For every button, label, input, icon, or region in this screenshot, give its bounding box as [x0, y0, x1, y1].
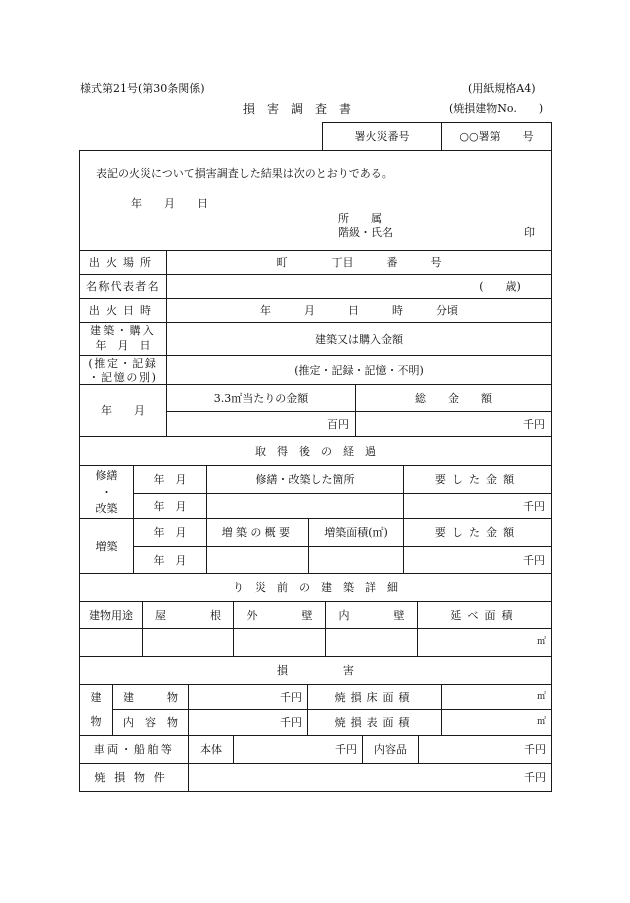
owner-label: 名称代表者名 — [86, 280, 160, 293]
rank-name-label: 階級・氏名 — [338, 226, 393, 239]
extension-cost-label: 要した金額 — [434, 526, 521, 539]
fire-number-value: ○○署第 号 — [459, 130, 534, 143]
build-date-label-1: 建築・購入 — [90, 323, 156, 337]
burnt-item-unit: 千円 — [524, 771, 546, 784]
vehicle-contents-unit: 千円 — [524, 743, 546, 756]
unit-sen-total: 千円 — [523, 417, 545, 431]
per-unit-label: 3.3㎡当たりの金額 — [213, 391, 309, 405]
report-date: 年 月 日 — [131, 197, 208, 210]
inner-wall-label: 内 壁 — [338, 608, 405, 622]
floor-area-unit: ㎡ — [536, 637, 546, 647]
statement: 表記の火災について損害調査した結果は次のとおりである。 — [96, 167, 393, 180]
seal-mark: 印 — [524, 226, 535, 239]
fire-place-label: 出火場所 — [88, 256, 158, 269]
building-number: (焼損建物No. ) — [449, 102, 544, 115]
contents-unit: 千円 — [280, 716, 302, 729]
building-item-label: 建 物 — [123, 690, 178, 704]
build-date-label-2: 年 月 日 — [95, 338, 151, 352]
estimate-value: (推定・記録・記憶・不明) — [294, 363, 424, 377]
fire-place-value: 町 丁目 番 号 — [276, 256, 442, 269]
repair-ym-1: 年 月 — [153, 473, 187, 486]
repair-label-3: 改築 — [95, 501, 118, 515]
build-amount-label: 建築又は購入金額 — [315, 332, 403, 346]
burnt-surface-label: 焼損表面積 — [334, 716, 415, 729]
vehicle-body-label: 本体 — [200, 743, 222, 756]
extension-area-label: 増築面積(㎡) — [324, 526, 388, 539]
estimate-label-1: (推定・記録 — [88, 356, 158, 370]
burnt-floor-unit: ㎡ — [536, 691, 546, 702]
building-use-label: 建物用途 — [89, 608, 133, 622]
floor-area-label: 延べ面積 — [450, 608, 519, 622]
building-label-2: 物 — [90, 714, 102, 728]
estimate-label-2: ・記憶の別) — [88, 370, 158, 384]
extension-ym-2: 年 月 — [153, 553, 187, 567]
repair-label-2: ・ — [101, 485, 112, 499]
contents-item-label: 内 容 物 — [123, 716, 178, 729]
year-month-label: 年 月 — [101, 404, 145, 417]
vehicle-contents-label: 内容品 — [374, 743, 407, 756]
repair-cost-label: 要した金額 — [434, 473, 521, 486]
damage-heading: 損 害 — [277, 664, 354, 677]
repair-ym-2: 年 月 — [153, 499, 187, 513]
fire-date-value: 年 月 日 時 分頃 — [260, 304, 458, 317]
form-number: 様式第21号(第30条関係) — [80, 82, 205, 95]
total-amount-label: 総 金 額 — [415, 391, 492, 405]
fire-number-label: 署火災番号 — [354, 130, 410, 143]
fire-date-label: 出火日時 — [88, 304, 158, 317]
detail-heading: り 災 前 の 建 築 詳 細 — [233, 581, 398, 594]
extension-label: 増築 — [95, 539, 118, 553]
unit-hyakuman: 百円 — [327, 417, 349, 431]
extension-ym-1: 年 月 — [153, 526, 187, 539]
outer-wall-label: 外 壁 — [246, 608, 313, 622]
affiliation-label: 所 属 — [338, 212, 382, 225]
burnt-item-label: 焼損物件 — [94, 771, 174, 784]
paper-size: (用紙規格A4) — [468, 82, 536, 95]
burnt-floor-label: 焼損床面積 — [334, 690, 415, 704]
building-unit: 千円 — [280, 690, 302, 704]
repair-unit: 千円 — [523, 499, 545, 513]
vehicle-body-unit: 千円 — [335, 743, 357, 756]
vehicle-label: 車両・船舶等 — [93, 743, 175, 756]
document-title: 損 害 調 査 書 — [243, 102, 352, 116]
repair-label-1: 修繕 — [95, 468, 118, 482]
extension-summary-label: 増築の概要 — [221, 526, 294, 539]
burnt-surface-unit: ㎡ — [536, 717, 546, 727]
history-heading: 取 得 後 の 経 過 — [255, 444, 376, 458]
building-label-1: 建 — [90, 690, 102, 704]
extension-unit: 千円 — [523, 553, 545, 567]
repair-part-label: 修繕・改築した箇所 — [255, 473, 355, 486]
owner-age: ( 歳) — [479, 280, 521, 293]
roof-label: 屋 根 — [155, 608, 221, 622]
